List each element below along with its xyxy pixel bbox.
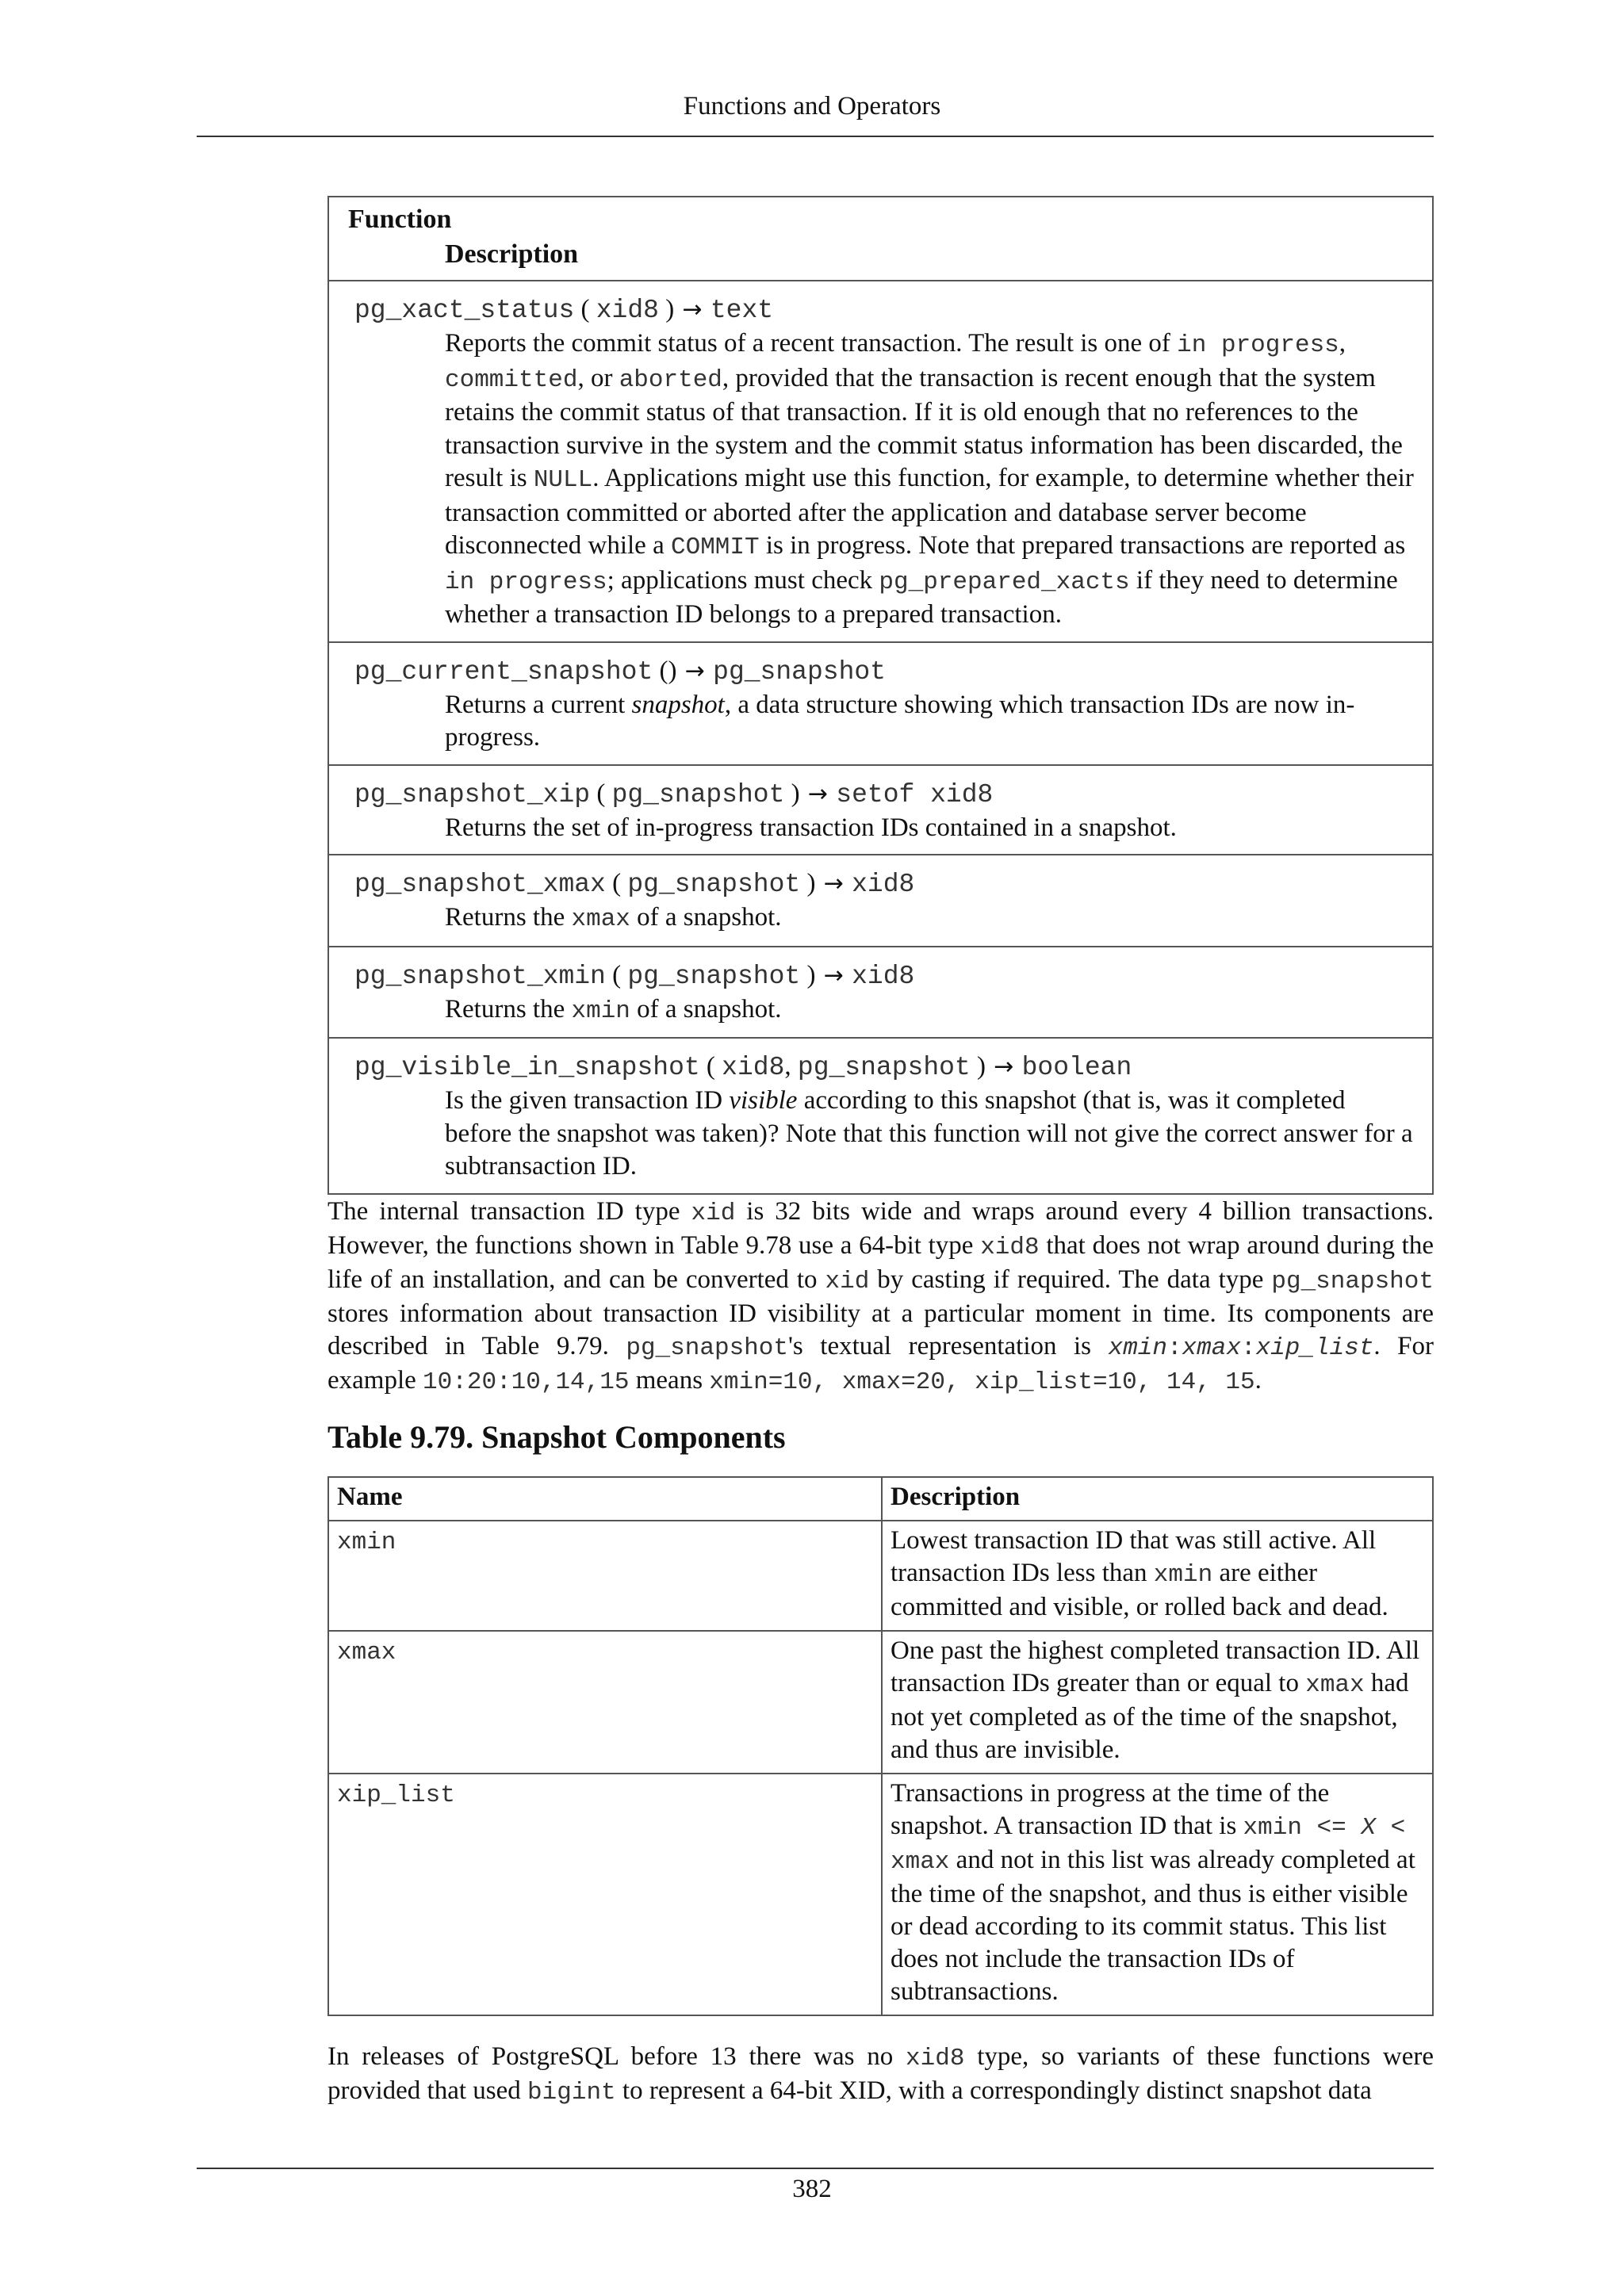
code: xmin <= xyxy=(1243,1814,1362,1842)
code: xid8 xyxy=(906,2045,965,2072)
function-description xyxy=(354,689,1416,755)
function-args: pg_snapshot xyxy=(627,870,801,899)
component-description-cell xyxy=(882,1631,1433,1774)
desc-text: , or xyxy=(577,363,619,392)
code: < xmax xyxy=(891,1814,1406,1876)
paren-open: ( xyxy=(590,779,612,808)
text: and not in this list was already completed at the time of the snapshot, and thus is either visible or dead according to its commit status. This list does not include the transaction IDs of subtransactions. xyxy=(891,1846,1415,2006)
function-signature xyxy=(354,654,1416,689)
desc-text: , a data structure showing which transaction IDs are now in-progress. xyxy=(445,690,1355,752)
component-name-cell xyxy=(328,1521,882,1631)
desc-text: Returns a current xyxy=(445,690,632,719)
desc-code: NULL xyxy=(533,466,593,494)
paren-close: ) xyxy=(658,295,681,323)
code: xmin xyxy=(1153,1561,1213,1589)
function-row-pg-visible-in-snapshot xyxy=(329,1039,1432,1193)
function-name: pg_visible_in_snapshot xyxy=(354,1053,700,1082)
text: means xyxy=(629,1366,710,1395)
function-description xyxy=(354,993,1416,1028)
desc-text: is in progress. Note that prepared transactions are reported as xyxy=(759,531,1406,560)
desc-code: pg_prepared_xacts xyxy=(879,568,1130,596)
text: . xyxy=(1254,1366,1262,1395)
paren-close: ) xyxy=(970,1052,993,1081)
returns-arrow-icon: → xyxy=(994,1053,1014,1081)
parens: () xyxy=(653,656,684,685)
function-arg-2: pg_snapshot xyxy=(797,1053,971,1082)
desc-text: , xyxy=(1339,329,1346,358)
text: In releases of PostgreSQL before 13 there was no xyxy=(327,2042,906,2071)
desc-text: ; applications must check xyxy=(607,565,879,595)
desc-code: in progress xyxy=(445,568,607,596)
return-type: xid8 xyxy=(852,870,915,899)
component-name: xmin xyxy=(337,1529,396,1556)
code: xid xyxy=(825,1268,870,1295)
running-header: Functions and Operators xyxy=(683,92,941,121)
code: xmin=10, xmax=20, xip_list=10, 14, 15 xyxy=(709,1368,1255,1396)
footer-rule xyxy=(197,2168,1434,2169)
function-args: pg_snapshot xyxy=(627,961,801,991)
function-signature xyxy=(354,1050,1416,1085)
text: had not yet completed as of the time of the snapshot, and thus are invisible. xyxy=(891,1669,1409,1764)
component-name: xip_list xyxy=(337,1781,455,1809)
component-description-cell xyxy=(882,1774,1433,2015)
function-description xyxy=(354,901,1416,936)
function-description xyxy=(354,1085,1416,1184)
snapshot-table-title: Table 9.79. Snapshot Components xyxy=(327,1419,786,1455)
desc-code: xmax xyxy=(571,905,630,933)
text: is 32 bits wide and wraps around every 4 billion transactions. However, the functions shown in Table 9.78 use a 64-bit type xyxy=(327,1197,1434,1260)
function-signature xyxy=(354,867,1416,901)
text: Lowest transaction ID that was still active. All transaction IDs less than xyxy=(891,1526,1377,1587)
table-row xyxy=(328,1774,1433,2015)
component-name-cell xyxy=(328,1631,882,1774)
code: pg_snapshot xyxy=(626,1334,788,1362)
paren-close: ) xyxy=(800,960,822,989)
desc-emphasis: visible xyxy=(729,1086,798,1115)
returns-arrow-icon: → xyxy=(807,779,829,808)
function-signature xyxy=(354,293,1416,327)
paren-open: ( xyxy=(605,869,628,897)
name-column-header: Name xyxy=(328,1477,882,1521)
function-name: pg_snapshot_xip xyxy=(354,779,591,809)
page-number: 382 xyxy=(792,2175,832,2203)
paren-open: ( xyxy=(574,295,596,323)
return-type: boolean xyxy=(1021,1053,1132,1082)
desc-text: if they need to determine whether a transaction ID belongs to a prepared transaction. xyxy=(445,565,1398,629)
returns-arrow-icon: → xyxy=(684,656,705,685)
function-row-pg-xact-status xyxy=(329,281,1432,643)
function-column-label: Function xyxy=(348,205,452,234)
header-rule xyxy=(197,136,1434,137)
text: The internal transaction ID type xyxy=(327,1197,691,1226)
table-row xyxy=(328,1631,1433,1774)
desc-code: aborted xyxy=(619,365,722,394)
desc-code: xmin xyxy=(571,997,630,1025)
description-column-header: Description xyxy=(882,1477,1433,1521)
description-column-label: Description xyxy=(445,239,579,269)
code: xmax xyxy=(1305,1671,1365,1699)
function-signature xyxy=(354,959,1416,993)
function-table xyxy=(327,196,1434,1195)
paren-open: ( xyxy=(699,1052,722,1081)
component-name-cell xyxy=(328,1774,882,2015)
desc-text: of a snapshot. xyxy=(630,903,782,932)
desc-text: Returns the xyxy=(445,994,572,1024)
function-description xyxy=(354,327,1416,632)
code-emphasis: xmin xyxy=(1108,1334,1167,1362)
code-emphasis: X xyxy=(1361,1814,1376,1842)
desc-text: Returns the xyxy=(445,903,572,932)
function-name: pg_xact_status xyxy=(354,296,575,325)
return-type: setof xid8 xyxy=(836,779,994,809)
desc-emphasis: snapshot xyxy=(631,690,725,719)
table-row xyxy=(328,1521,1433,1631)
text: are either committed and visible, or rolled back and dead. xyxy=(891,1559,1388,1621)
returns-arrow-icon: → xyxy=(823,870,844,897)
code-emphasis: xmax xyxy=(1182,1334,1241,1362)
return-type: pg_snapshot xyxy=(713,656,886,687)
desc-text: according to this snapshot (that is, was it completed before the snapshot was taken)? Note that this function will not give the correct answer for a subtransaction ID. xyxy=(445,1086,1413,1181)
function-description xyxy=(354,812,1416,845)
paragraph-releases xyxy=(327,2041,1434,2109)
text: 's textual representation is xyxy=(787,1332,1109,1360)
code: : xyxy=(1166,1334,1182,1362)
code: : xyxy=(1240,1334,1256,1362)
text: Transactions in progress at the time of the snapshot. A transaction ID that is xyxy=(891,1779,1330,1840)
function-signature xyxy=(354,777,1416,812)
function-row-pg-current-snapshot xyxy=(329,643,1432,766)
snapshot-components-table xyxy=(327,1476,1434,2016)
desc-text: of a snapshot. xyxy=(630,994,782,1024)
desc-text: Returns the set of in-progress transaction IDs contained in a snapshot. xyxy=(445,813,1177,842)
function-row-pg-snapshot-xmin xyxy=(329,947,1432,1039)
paren-close: ) xyxy=(784,779,806,808)
returns-arrow-icon: → xyxy=(823,961,844,989)
component-name: xmax xyxy=(337,1639,396,1667)
code: 10:20:10,14,15 xyxy=(423,1368,630,1396)
function-row-pg-snapshot-xip xyxy=(329,766,1432,856)
code: bigint xyxy=(527,2079,616,2107)
function-arg-1: xid8 xyxy=(722,1053,785,1082)
function-row-pg-snapshot-xmax xyxy=(329,855,1432,947)
text: stores information about transaction ID visibility at a particular moment in time. Its components are described in Table 9.79. xyxy=(327,1299,1434,1360)
paragraph-xid-types xyxy=(327,1196,1434,1399)
desc-text: , provided that the transaction is recent enough that the system retains the commit status of that transaction. If it is old enough that no references to the transaction survive in the system and the commit status information has been discarded, the result is xyxy=(445,363,1403,492)
function-table-header xyxy=(329,197,1432,281)
desc-text: Reports the commit status of a recent transaction. The result is one of xyxy=(445,329,1178,358)
function-name: pg_snapshot_xmax xyxy=(354,870,606,899)
function-args: xid8 xyxy=(596,296,659,325)
code: xid xyxy=(691,1200,736,1227)
code: xid8 xyxy=(980,1234,1040,1261)
table-header-row xyxy=(328,1477,1433,1521)
code: pg_snapshot xyxy=(1271,1268,1434,1295)
function-name: pg_snapshot_xmin xyxy=(354,961,606,991)
function-args: pg_snapshot xyxy=(611,779,785,809)
paren-open: ( xyxy=(605,960,628,989)
desc-text: Is the given transaction ID xyxy=(445,1086,730,1115)
paren-close: ) xyxy=(800,869,822,897)
text: to represent a 64-bit XID, with a correspondingly distinct snapshot data xyxy=(615,2076,1372,2105)
desc-text: . Applications might use this function, for example, to determine whether their transaction committed or aborted after the application and database server become disconnected while a xyxy=(445,464,1414,560)
text: type, so variants of these functions were provided that used xyxy=(327,2042,1434,2105)
desc-code: in progress xyxy=(1177,331,1339,359)
text: One past the highest completed transaction ID. All transaction IDs greater than or equal to xyxy=(891,1636,1420,1697)
text: by casting if required. The data type xyxy=(869,1265,1272,1294)
returns-arrow-icon: → xyxy=(682,296,703,323)
code-emphasis: xip_list xyxy=(1255,1334,1374,1362)
text: that does not wrap around during the life of an installation, and can be converted to xyxy=(327,1231,1434,1294)
desc-code: committed xyxy=(445,365,578,394)
text: . For example xyxy=(327,1332,1434,1395)
arg-separator: , xyxy=(784,1052,798,1081)
function-name: pg_current_snapshot xyxy=(354,656,653,687)
return-type: xid8 xyxy=(852,961,915,991)
return-type: text xyxy=(710,296,774,325)
desc-code: COMMIT xyxy=(670,534,760,561)
component-description-cell xyxy=(882,1521,1433,1631)
